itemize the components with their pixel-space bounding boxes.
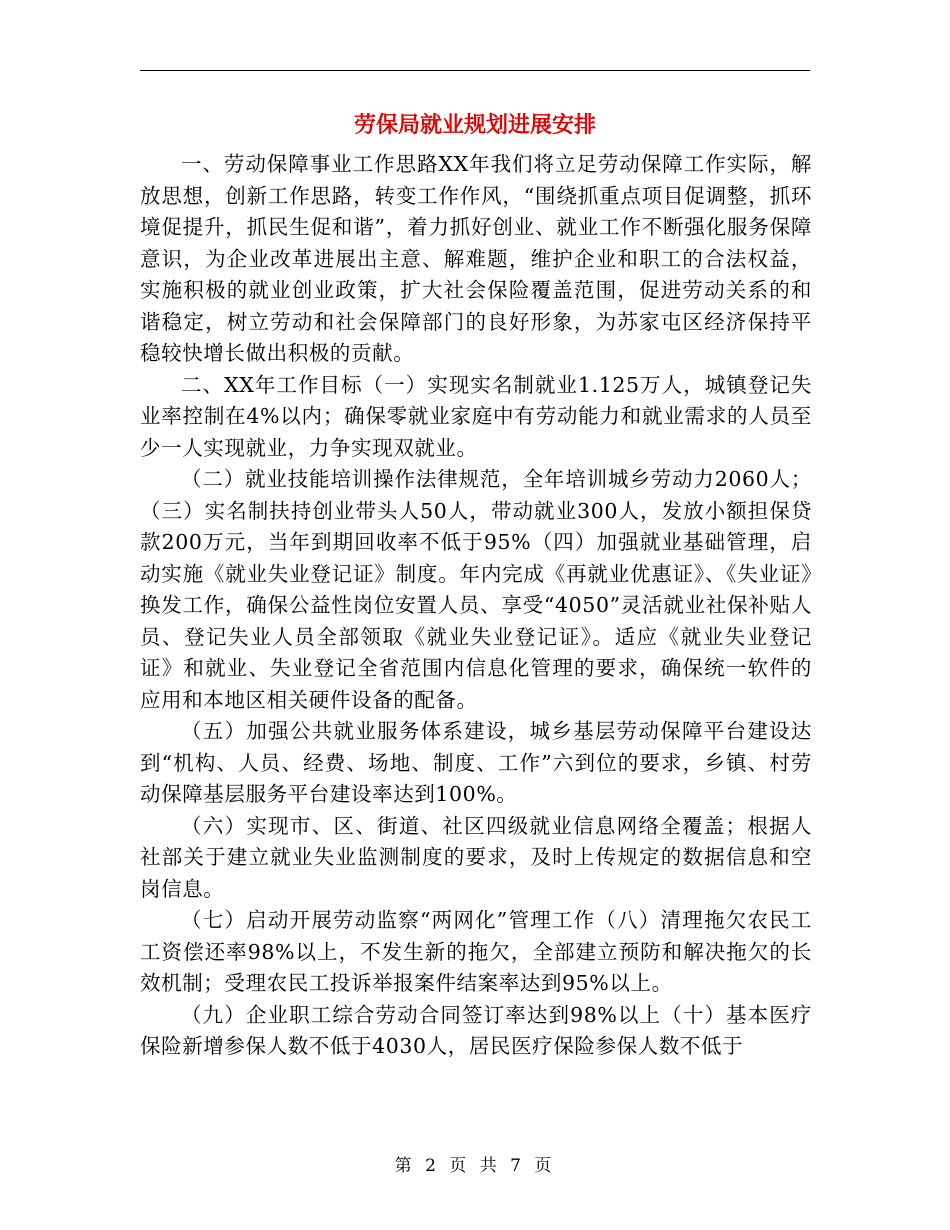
paragraph-labor-contracts-insurance: （九）企业职工综合劳动合同签订率达到98%以上（十）基本医疗保险新增参保人数不低于4030人，居民医疗保险参保人数不低于 xyxy=(140,1002,813,1058)
paragraph-labor-supervision: （七）启动开展劳动监察“两网化”管理工作（八）清理拖欠农民工工资偿还率98%以上，不发生新的拖欠，全部建立预防和解决拖欠的长效机制；受理农民工投诉举报案件结案率达到95%以上。 xyxy=(140,908,812,995)
header-rule xyxy=(140,70,810,71)
paragraph-work-ideas: 一、劳动保障事业工作思路XX年我们将立足劳动保障工作实际，解放思想，创新工作思路，转变工作作风，“围绕抓重点项目促调整，抓环境促提升，抓民生促和谐”，着力抓好创业、就业工作不断强化服务保障意识，为企业改革进展出主意、解难题，维护企业和职工的合法权益，实施积极的就业创业政策，扩大社会保险覆盖范围，促进劳动关系的和谐稳定，树立劳动和社会保障部门的良好形象，为苏家屯区经济保持平稳较快增长做出积极的贡献。 xyxy=(140,152,812,365)
document-body xyxy=(140,149,812,1063)
paragraph-information-network: （六）实现市、区、街道、社区四级就业信息网络全覆盖；根据人社部关于建立就业失业监测制度的要求，及时上传规定的数据信息和空岗信息。 xyxy=(140,813,812,901)
paragraph-public-employment-service: （五）加强公共就业服务体系建设，城乡基层劳动保障平台建设达到“机构、人员、经费、场地、制度、工作”六到位的要求，乡镇、村劳动保障基层服务平台建设率达到100%。 xyxy=(140,719,812,806)
page-number: 第 2 页 共 7 页 xyxy=(394,1156,556,1176)
paragraph-work-goals: 二、XX年工作目标（一）实现实名制就业1.125万人，城镇登记失业率控制在4%以内；确保零就业家庭中有劳动能力和就业需求的人员至少一人实现就业，力争实现双就业。 xyxy=(140,372,812,460)
document-title: 劳保局就业规划进展安排 xyxy=(353,113,596,138)
paragraph-skills-training: （二）就业技能培训操作法律规范，全年培训城乡劳动力2060人；（三）实名制扶持创业带头人50人，带动就业300人，发放小额担保贷款200万元，当年到期回收率不低于95%（四）加强就业基础管理，启动实施《就业失业登记证》制度。年内完成《再就业优惠证》、《失业证》换发工作，确保公益性岗位安置人员、享受“4050”灵活就业社保补贴人员、登记失业人员全部领取《就业失业登记证》。适应《就业失业登记证》和就业、失业登记全省范围内信息化管理的要求，确保统一软件的应用和本地区相关硬件设备的配备。 xyxy=(140,467,812,712)
